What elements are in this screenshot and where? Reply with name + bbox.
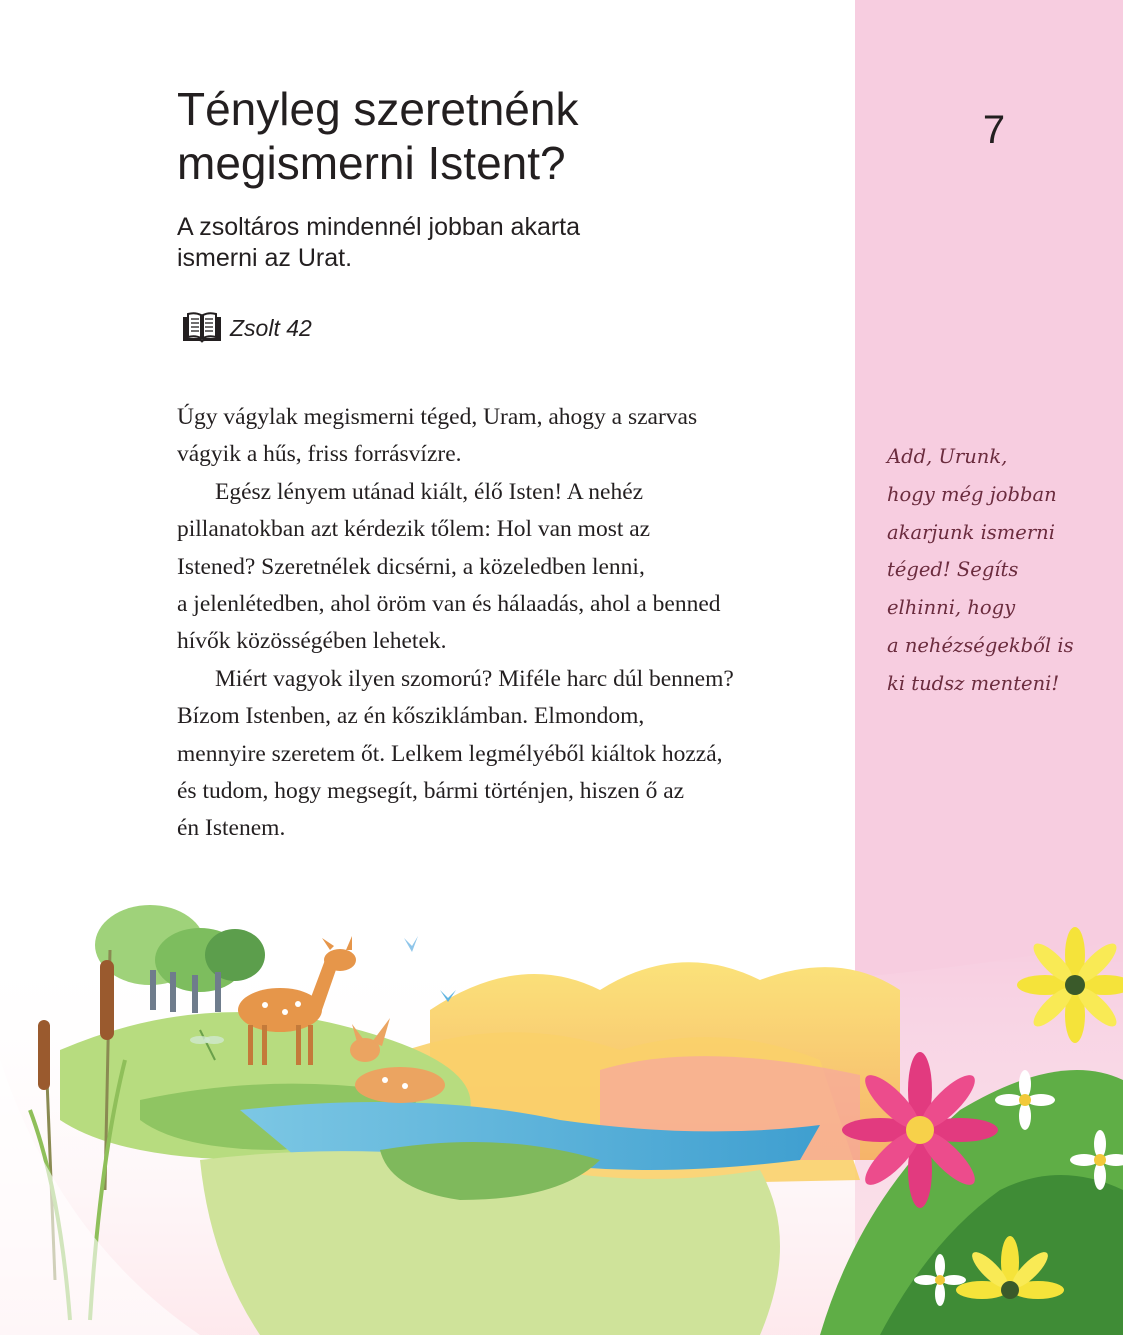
body-line: Miért vagyok ilyen szomorú? Miféle harc dúl bennem?: [215, 665, 734, 692]
reference-text: Zsolt 42: [230, 314, 312, 341]
landscape-illustration: [0, 860, 1123, 1335]
body-line: Bízom Istenben, az én kősziklámban. Elmondom,: [177, 703, 645, 730]
subtitle: [177, 212, 817, 274]
prayer-line: ki tudsz menteni!: [887, 671, 1060, 695]
subtitle-line: ismerni az Urat.: [177, 244, 353, 272]
body-line: vágyik a hűs, friss forrásvízre.: [177, 441, 462, 468]
body-line: Egész lényem utánad kiált, élő Isten! A nehéz: [215, 478, 644, 505]
scripture-reference: [180, 310, 312, 346]
prayer-line: a nehézségekből is: [887, 633, 1074, 657]
body-line: mennyire szeretem őt. Lelkem legmélyéből kiáltok hozzá,: [177, 740, 723, 767]
page-number: 7: [982, 108, 1006, 152]
open-book-icon: [180, 311, 224, 345]
body-line: Istened? Szeretnélek dicsérni, a közeledben lenni,: [177, 553, 645, 580]
title-line: megismerni Istent?: [177, 137, 566, 189]
body-line: hívők közösségében lehetek.: [177, 628, 447, 655]
body-line: én Istenem.: [177, 815, 286, 842]
prayer-line: elhinni, hogy: [887, 596, 1016, 620]
prayer-line: téged! Segíts: [887, 558, 1019, 582]
prayer-text: [887, 438, 1097, 703]
body-line: a jelenlétedben, ahol öröm van és hálaadás, ahol a benned: [177, 591, 721, 618]
body-line: Úgy vágylak megismerni téged, Uram, ahogy a szarvas: [177, 404, 698, 430]
prayer-line: Add, Urunk,: [887, 445, 1008, 468]
body-line: és tudom, hogy megsegít, bármi történjen, hiszen ő az: [177, 778, 685, 805]
prayer-line: akarjunk ismerni: [887, 520, 1055, 544]
body-text: [177, 399, 837, 848]
prayer-line: hogy még jobban: [887, 482, 1057, 506]
page-title: [177, 82, 817, 190]
body-line: pillanatokban azt kérdezik tőlem: Hol van most az: [177, 516, 651, 543]
subtitle-line: A zsoltáros mindennél jobban akarta: [177, 213, 581, 241]
title-line: Tényleg szeretnénk: [177, 83, 579, 135]
